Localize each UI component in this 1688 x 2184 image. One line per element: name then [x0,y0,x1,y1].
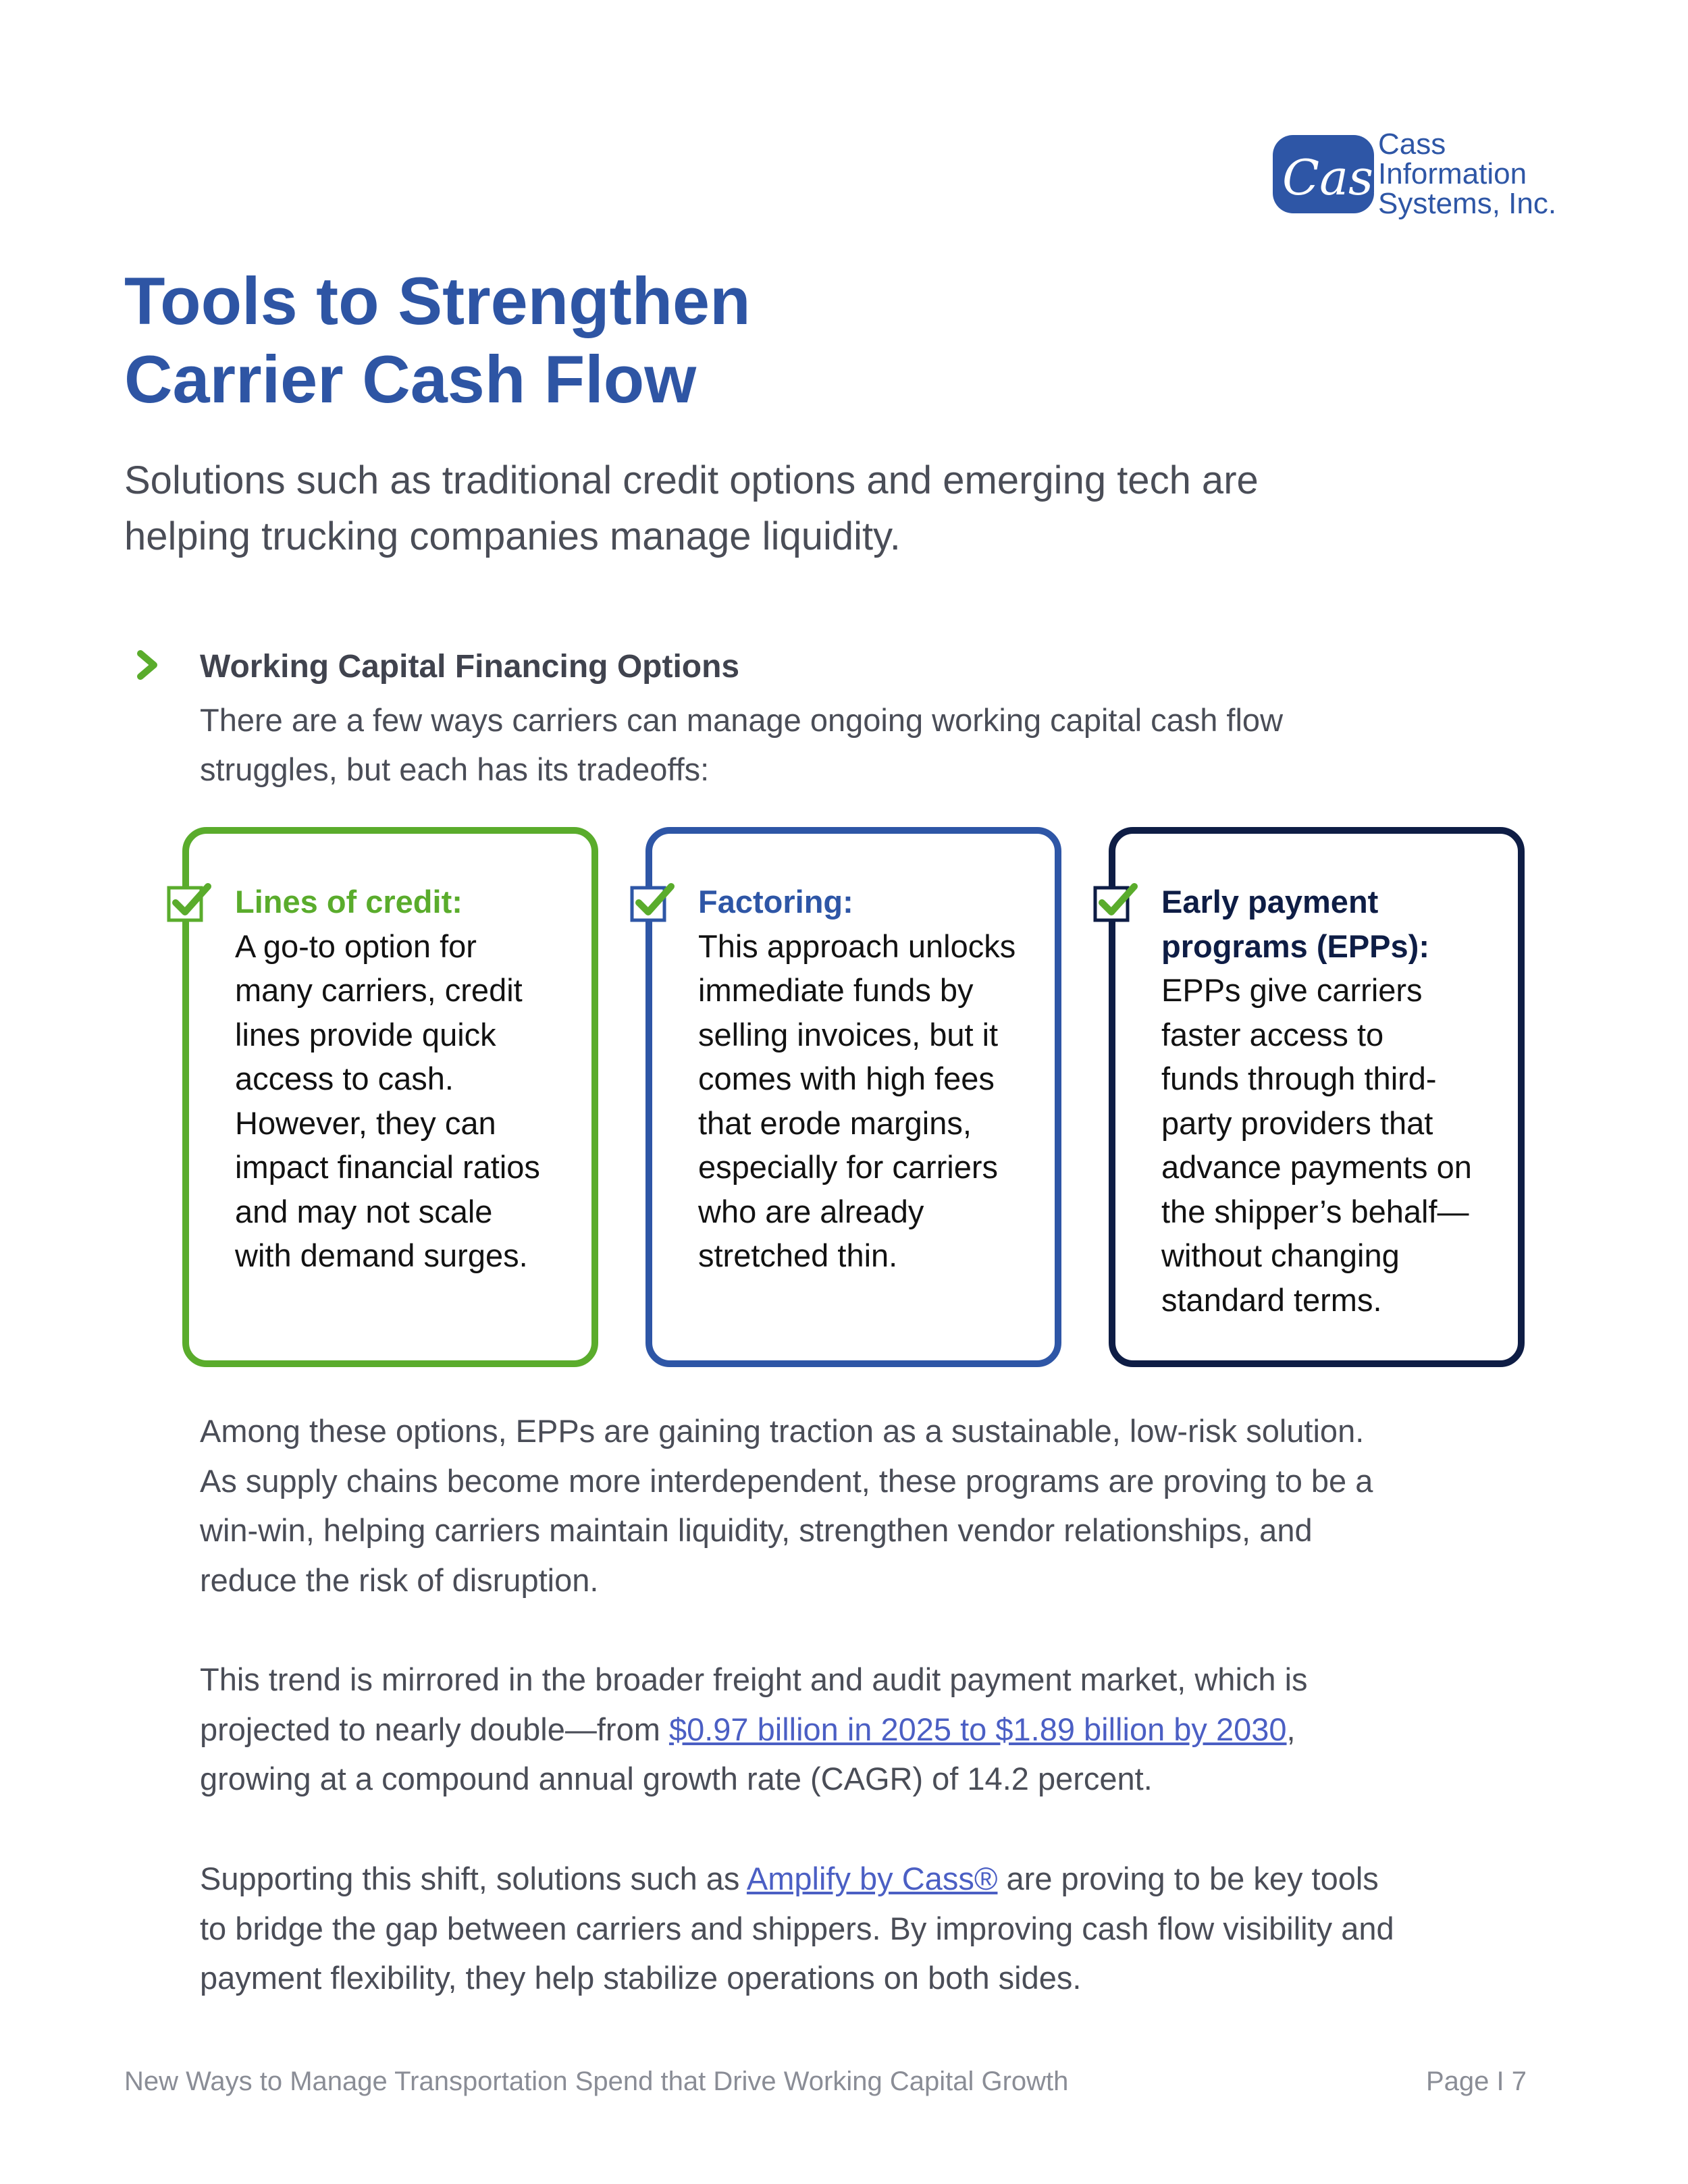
card-line: comes with high fees [698,1061,995,1096]
section-heading: Working Capital Financing Options [200,649,740,685]
card-line: immediate funds by [698,972,974,1008]
card-line: and may not scale [235,1193,493,1229]
card-line: impact financial ratios [235,1149,540,1185]
card-line: who are already [698,1193,924,1229]
card-heading: Factoring: [698,884,853,920]
card-line: standard terms. [1161,1281,1382,1318]
card-line: the shipper’s behalf— [1161,1193,1469,1229]
paragraph-text: projected to nearly double—from [200,1711,669,1747]
card-line: A go-to option for [235,928,477,964]
cass-logo [1273,127,1570,221]
card-line: especially for carriers [698,1149,999,1185]
page-subtitle-line-2: helping trucking companies manage liquidity. [124,514,901,558]
card-line: faster access to [1161,1016,1384,1053]
card-line: party providers that [1161,1104,1433,1141]
chevron-right-icon [135,649,159,681]
checkbox-check-icon [1092,881,1140,923]
logo-company-line-1: Cass [1378,128,1446,161]
section-intro-line-2: struggles, but each has its tradeoffs: [200,751,710,787]
page-title-line-2: Carrier Cash Flow [124,342,697,417]
paragraph-line: Among these options, EPPs are gaining traction as a sustainable, low-risk solution. [200,1413,1365,1449]
card-heading: Lines of credit: [235,884,463,920]
logo-company-line-3: Systems, Inc. [1378,187,1557,220]
card-factoring-text [698,880,1076,1278]
paragraph-line: This trend is mirrored in the broader freight and audit payment market, which is [200,1661,1308,1697]
footer-page-number: Page I 7 [1426,2067,1527,2096]
card-line: However, they can [235,1104,496,1141]
paragraph-line: growing at a compound annual growth rate (CAGR) of 14.2 percent. [200,1761,1153,1796]
checkbox-check-icon [166,881,213,923]
logo-badge-text: Cass [1282,149,1398,206]
paragraph-line: to bridge the gap between carriers and shippers. By improving cash flow visibility and [200,1910,1394,1946]
footer-document-title: New Ways to Manage Transportation Spend that Drive Working Capital Growth [124,2067,1069,2096]
card-line: many carriers, credit [235,972,523,1008]
paragraph-line: win-win, helping carriers maintain liquidity, strengthen vendor relationships, and [200,1512,1313,1548]
card-line: funds through third- [1161,1061,1437,1096]
paragraph-line [200,1705,1550,1755]
market-size-link[interactable]: $0.97 billion in 2025 to $1.89 billion by 2030 [668,1711,1287,1747]
card-line: selling invoices, but it [698,1016,999,1053]
card-line: that erode margins, [698,1104,972,1141]
section-intro [200,695,1550,794]
paragraph-text: Supporting this shift, solutions such as [200,1861,747,1896]
section-intro-line-1: There are a few ways carriers can manage ongoing working capital cash flow [200,702,1284,738]
card-lines-of-credit-text [235,880,613,1278]
card-line: stretched thin. [698,1237,898,1273]
card-line: This approach unlocks [698,928,1016,964]
card-line: with demand surges. [235,1237,528,1273]
paragraph-text: , [1286,1711,1296,1747]
page-subtitle-line-1: Solutions such as traditional credit options and emerging tech are [124,458,1259,502]
paragraph-text: are proving to be key tools [997,1861,1379,1896]
paragraph-line: As supply chains become more interdependent, these programs are proving to be a [200,1462,1373,1499]
paragraph-line: payment flexibility, they help stabilize operations on both sides. [200,1960,1082,1996]
checkbox-check-icon [629,881,677,923]
card-heading-line-1: Early payment [1161,884,1379,920]
card-line: EPPs give carriers [1161,972,1423,1008]
card-heading-line-2: programs (EPPs): [1161,928,1429,964]
card-epp-text [1161,880,1539,1322]
paragraph-amplify [200,1854,1550,2003]
page-title [124,262,1205,419]
card-line: access to cash. [235,1061,454,1096]
page-subtitle [124,452,1475,564]
page-title-line-1: Tools to Strengthen [124,263,751,338]
paragraph-epp-traction [200,1406,1550,1605]
amplify-by-cass-link[interactable]: Amplify by Cass® [746,1861,998,1896]
card-line: without changing [1161,1237,1400,1273]
card-line: lines provide quick [235,1016,496,1053]
paragraph-line: reduce the risk of disruption. [200,1562,599,1598]
logo-company-line-2: Information [1378,157,1527,190]
paragraph-line [200,1854,1550,1904]
card-line: advance payments on [1161,1149,1472,1185]
paragraph-market-trend [200,1655,1550,1804]
